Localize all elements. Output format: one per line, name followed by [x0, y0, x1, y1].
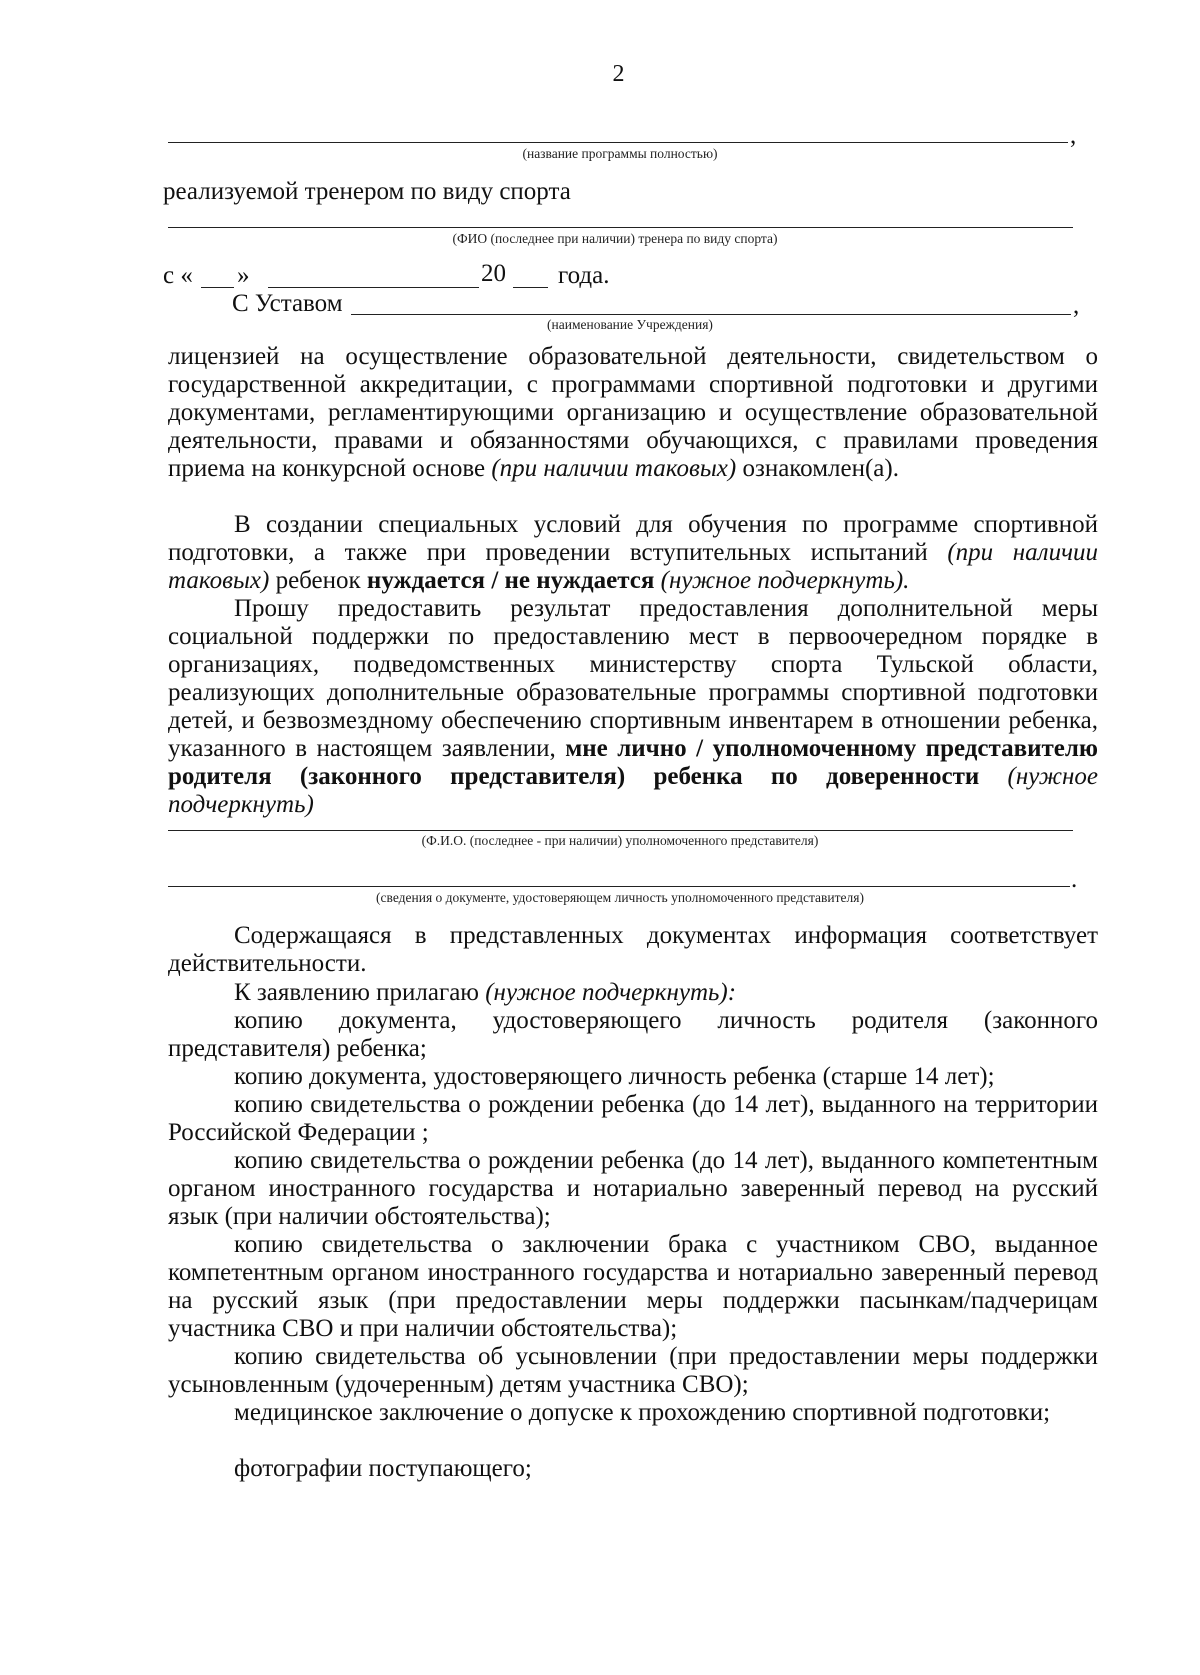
program-name-field[interactable] — [168, 142, 1068, 143]
charter-label: С Уставом — [232, 290, 343, 317]
representative-name-caption: (Ф.И.О. (последнее - при наличии) уполномоченного представителя) — [421, 833, 819, 848]
request-choice[interactable]: мне лично / уполномоченному представителю родителя (законного представителя) ребенка по доверенности — [168, 735, 1098, 790]
special-conditions-child: ребенок — [275, 567, 361, 594]
special-conditions-text: В создании специальных условий для обучения по программе спортивной подготовки, а также при проведении вступительных испытаний — [168, 511, 1098, 566]
attachment-item[interactable]: медицинское заключение о допуске к прохождению спортивной подготовки; — [234, 1399, 1051, 1426]
date-suffix: года. — [558, 262, 610, 289]
attachments-intro-line — [234, 979, 736, 1007]
request-paragraph — [168, 595, 1098, 819]
attachment-item[interactable]: копию свидетельства о рождении ребенка (до 14 лет), выданного на территории Российской Федерации ; — [168, 1091, 1098, 1146]
date-month-field[interactable] — [268, 287, 479, 288]
familiarization-note: (при наличии таковых) — [491, 455, 737, 482]
attachment-item[interactable]: копию документа, удостоверяющего личность родителя (законного представителя) ребенка; — [168, 1007, 1098, 1062]
date-prefix: с « — [163, 262, 193, 289]
charter-caption: (наименование Учреждения) — [547, 317, 713, 332]
program-comma: , — [1070, 122, 1077, 149]
date-mid: » — [237, 262, 250, 289]
trainer-name-field[interactable] — [168, 227, 1073, 228]
attachment-item[interactable]: копию свидетельства об усыновлении (при предоставлении меры поддержки усыновленным (удочеренным) детям участника СВО); — [168, 1343, 1098, 1398]
date-year-prefix: 20 — [481, 260, 506, 287]
request-text: Прошу предоставить результат предоставления дополнительной меры социальной поддержки по предоставлению мест в первоочередном порядке в организациях, подведомственных министерству спорта Тульской области, реализующих дополнительные образовательные программы спортивной подготовки детей, и безвозмездному обеспечению спортивным инвентарем в отношении ребенка, указанного в настоящем заявлении, — [168, 595, 1098, 762]
program-caption: (название программы полностью) — [522, 146, 718, 161]
request-hint: (нужное подчеркнуть) — [168, 763, 1098, 818]
date-year-field[interactable] — [513, 287, 548, 288]
special-conditions-paragraph — [168, 511, 1098, 595]
representative-document-period: . — [1071, 866, 1078, 893]
representative-document-field[interactable] — [168, 886, 1070, 887]
charter-institution-field[interactable] — [351, 314, 1071, 315]
special-conditions-hint: (нужное подчеркнуть). — [660, 567, 910, 594]
date-day-field[interactable] — [201, 287, 234, 288]
special-conditions-note: (при наличии таковых) — [168, 539, 1098, 594]
page-number: 2 — [612, 61, 625, 87]
charter-comma: , — [1073, 292, 1080, 319]
representative-document-caption: (сведения о документе, удостоверяющем личность уполномоченного представителя) — [376, 890, 864, 905]
trainer-caption: (ФИО (последнее при наличии) тренера по виду спорта) — [452, 231, 778, 246]
truth-statement: Содержащаяся в представленных документах информация соответствует действительности. — [168, 922, 1098, 977]
attachment-item[interactable]: копию документа, удостоверяющего личность ребенка (старше 14 лет); — [234, 1063, 995, 1090]
trainer-label: реализуемой тренером по виду спорта — [163, 178, 571, 205]
attachment-item[interactable]: копию свидетельства о рождении ребенка (до 14 лет), выданного компетентным органом иностранного государства и нотариально заверенный перевод на русский язык (при наличии обстоятельства); — [168, 1147, 1098, 1230]
familiarization-ending: ознакомлен(а). — [742, 455, 899, 482]
attachments-intro: К заявлению прилагаю — [234, 979, 479, 1006]
attachments-intro-hint: (нужное подчеркнуть): — [485, 979, 737, 1006]
familiarization-text: лицензией на осуществление образовательной деятельности, свидетельством о государственной аккредитации, с программами спортивной подготовки и другими документами, регламентирующими организацию и осуществление образовательной деятельности, правами и обязанностями обучающихся, с правилами проведения приема на конкурсной основе — [168, 343, 1098, 482]
representative-name-field[interactable] — [168, 830, 1073, 831]
attachment-item[interactable]: копию свидетельства о заключении брака с участником СВО, выданное компетентным органом иностранного государства и нотариально заверенный перевод на русский язык (при предоставлении меры поддержки пасынкам/падчерицам участника СВО и при наличии обстоятельства); — [168, 1231, 1098, 1342]
attachment-item[interactable]: фотографии поступающего; — [234, 1455, 532, 1482]
special-conditions-choice[interactable]: нуждается / не нуждается — [366, 567, 655, 594]
familiarization-paragraph — [168, 343, 1098, 483]
